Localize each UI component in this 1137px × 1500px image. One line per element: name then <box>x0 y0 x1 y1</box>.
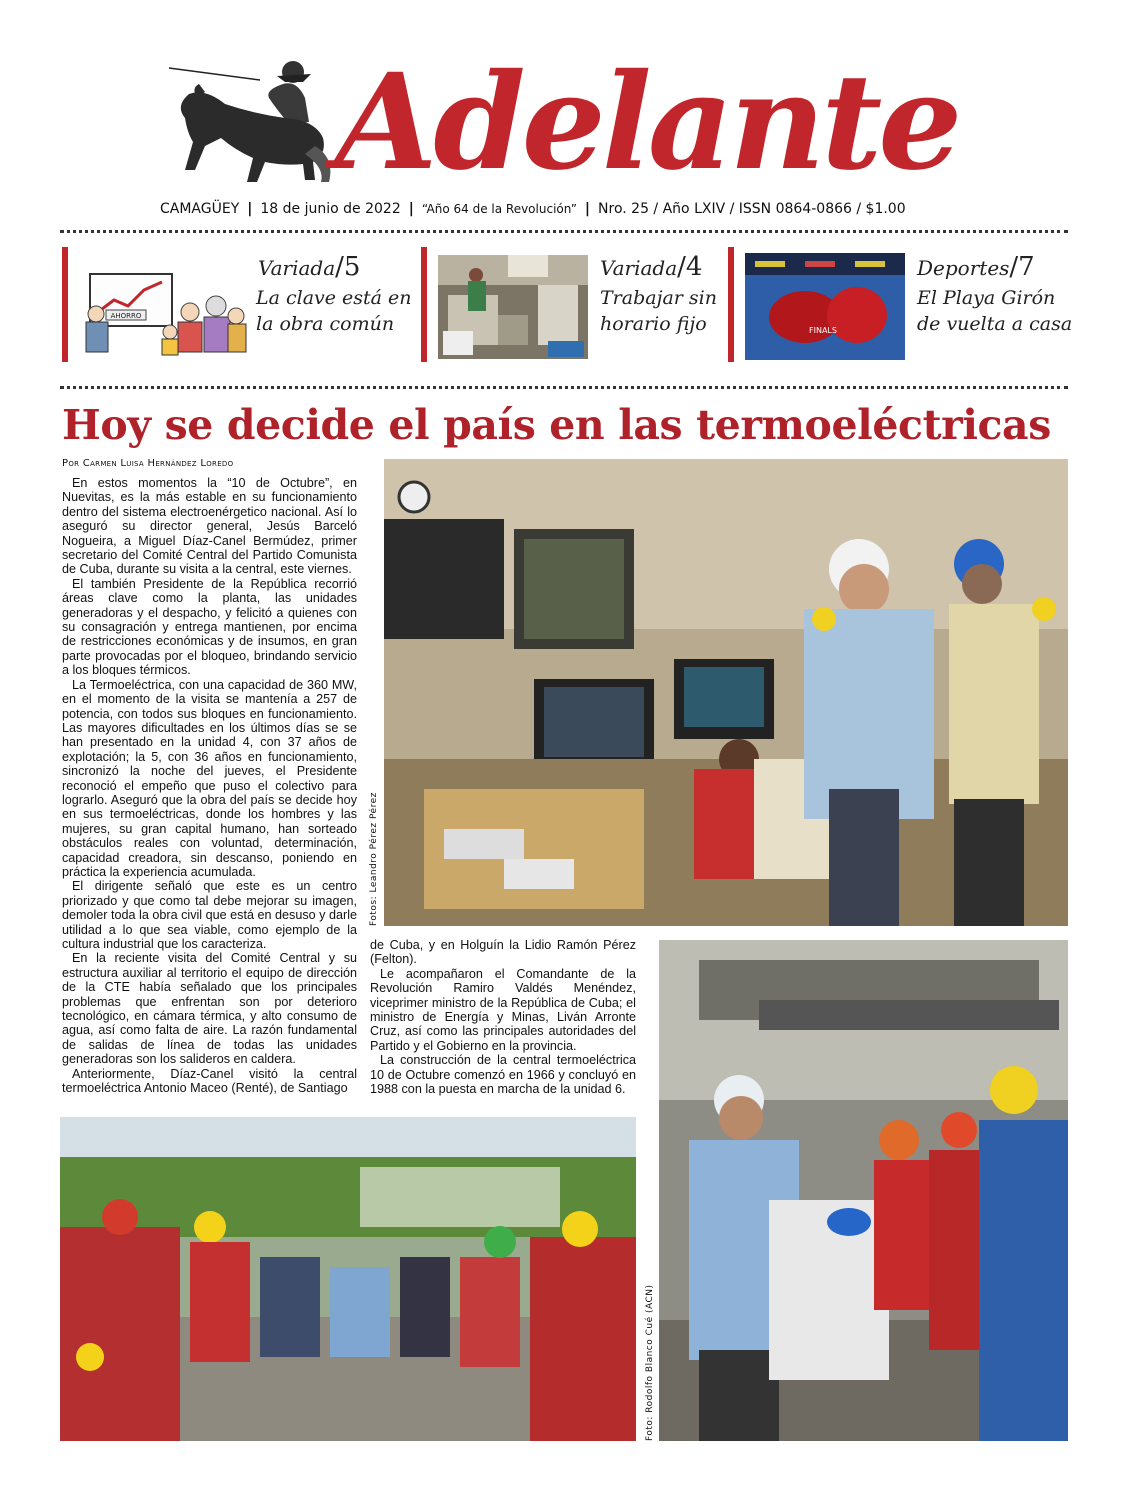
article-byline: Por Carmen Luisa Hernández Loredo <box>62 458 234 469</box>
paragraph: Anteriormente, Díaz-Canel visitó la central termoeléctrica Antonio Maceo (Renté), de Santiago <box>62 1066 357 1096</box>
headline-line: El Playa Girón <box>917 287 1056 309</box>
teaser-accent-bar <box>728 247 734 362</box>
teaser-section <box>917 252 1035 282</box>
dotted-divider <box>60 230 1068 233</box>
page-number: /7 <box>1009 252 1035 282</box>
section-name: Deportes <box>917 256 1010 280</box>
headline-line: La clave está en <box>256 287 412 309</box>
outdoor-group-photo <box>60 1117 636 1441</box>
newspaper-title: Adelante <box>335 45 959 200</box>
motto: “Año 64 de la Revolución” <box>421 202 577 216</box>
bakery-work-photo <box>438 255 588 359</box>
paragraph: La Termoeléctrica, con una capacidad de 360 MW, en el momento de la visita se mantenía a 257 de potencia, con todos sus bloques en funcionamiento. Las mayores dificultades en los últimos días se se han presentado en la unidad 4, con 37 años de explotación; la 5, con 36 años en funcionamiento, sincronizó la noche del jueves, el Presidente reconoció el empeño que puso el colectivo para lograrlo. Aseguró que la obra del país se decide hoy en sus termoeléctricas, donde los hombres y las mujeres, su gran capital humano, han sorteado obstáculos reales con voluntad, determinación, capacidad creadora, sin descanso, poniendo en práctica la experiencia acumulada. <box>62 677 357 879</box>
paragraph: La construcción de la central termoeléctrica 10 de Octubre comenzó en 1966 y concluyó en 1988 con la puesta en marcha de la unidad 6. <box>370 1053 636 1097</box>
article-column-2 <box>370 938 636 1096</box>
teaser-headline[interactable] <box>600 285 740 337</box>
page-number: /5 <box>335 252 361 282</box>
teaser-accent-bar <box>62 247 68 362</box>
issue-date: 18 de junio de 2022 <box>260 201 401 217</box>
section-name: Variada <box>600 256 678 280</box>
boxing-glove-photo <box>745 253 905 360</box>
separator: | <box>584 201 591 217</box>
teaser-accent-bar <box>421 247 427 362</box>
headline-line: de vuelta a casa <box>917 313 1073 335</box>
photo-credit: Foto: Rodolfo Blanco Cué (ACN) <box>645 1284 655 1441</box>
page-number: /4 <box>677 252 703 282</box>
control-room-photo <box>384 459 1068 926</box>
photo-credit: Fotos: Leandro Pérez Pérez <box>369 792 379 926</box>
headline-line: Trabajar sin <box>600 287 717 309</box>
teaser-section <box>600 252 702 282</box>
separator: | <box>247 201 253 217</box>
dotted-divider <box>60 386 1068 389</box>
paragraph: En estos momentos la “10 de Octubre”, en Nuevitas, es la más estable en su funcionamiento dentro del sistema electroenérgetico nacional. Así lo aseguró su director general, Jesús Barceló Nogueira, a Miguel Díaz-Canel Bermúdez, primer secretario del Comité Central del Partido Comunista de Cuba, durante su visita a la central, este viernes. <box>62 476 357 577</box>
article-headline: Hoy se decide el país en las termoeléctricas <box>62 401 1051 449</box>
paragraph: de Cuba, y en Holguín la Lidio Ramón Pérez (Felton). <box>370 938 636 967</box>
teaser-section <box>258 252 360 282</box>
section-name: Variada <box>258 256 336 280</box>
masthead-info-bar <box>160 199 906 219</box>
svg-text:AHORRO: AHORRO <box>110 312 142 320</box>
issue-info: Nro. 25 / Año LXIV / ISSN 0864-0866 / $1.00 <box>598 201 906 217</box>
headline-line: horario fijo <box>600 313 707 335</box>
teaser-headline[interactable] <box>256 285 421 337</box>
ahorro-cartoon-image <box>78 252 248 360</box>
paragraph: En la reciente visita del Comité Central y su estructura auxiliar al territorio el equipo de dirección de la CTE había señalado que los principales problemas que enfrentan son por deterioro tecnológico, en cámara térmica, y alto consumo de agua, así como falta de aire. La razón fundamental de salidas de línea de todas las unidades generadoras son los salideros en caldera. <box>62 951 357 1067</box>
paragraph: Le acompañaron el Comandante de la Revolución Ramiro Valdés Menéndez, viceprimer ministro de la República de Cuba; el ministro de Energía y Minas, Liván Arronte Cruz, así como las principales autoridades del Partido y el Gobierno en la provincia. <box>370 966 636 1053</box>
paragraph: El también Presidente de la República recorrió áreas clave como la planta, las unidades generadoras y el despacho, y felicitó a quienes con su consagración y entrega mantienen, por encima de restricciones económicas y de insumos, en gran parte provocadas por el bloqueo, brindando servicio a los bloques térmicos. <box>62 576 357 678</box>
city-label: CAMAGÜEY <box>160 201 240 217</box>
horseman-statue-logo-icon <box>165 58 340 186</box>
svg-text:FINALS: FINALS <box>809 326 837 335</box>
paragraph: El dirigente señaló que este es un centro priorizado y que como tal debe mejorar su imagen, demoler toda la obra civil que está en desuso y darle utilidad a lo que sea viable, como ejemplo de la cultura industrial que los caracteriza. <box>62 879 357 951</box>
teaser-headline[interactable] <box>917 285 1077 337</box>
article-column-1 <box>62 476 357 1095</box>
handshake-photo <box>659 940 1068 1441</box>
separator: | <box>408 201 414 217</box>
headline-line: la obra común <box>256 313 395 335</box>
